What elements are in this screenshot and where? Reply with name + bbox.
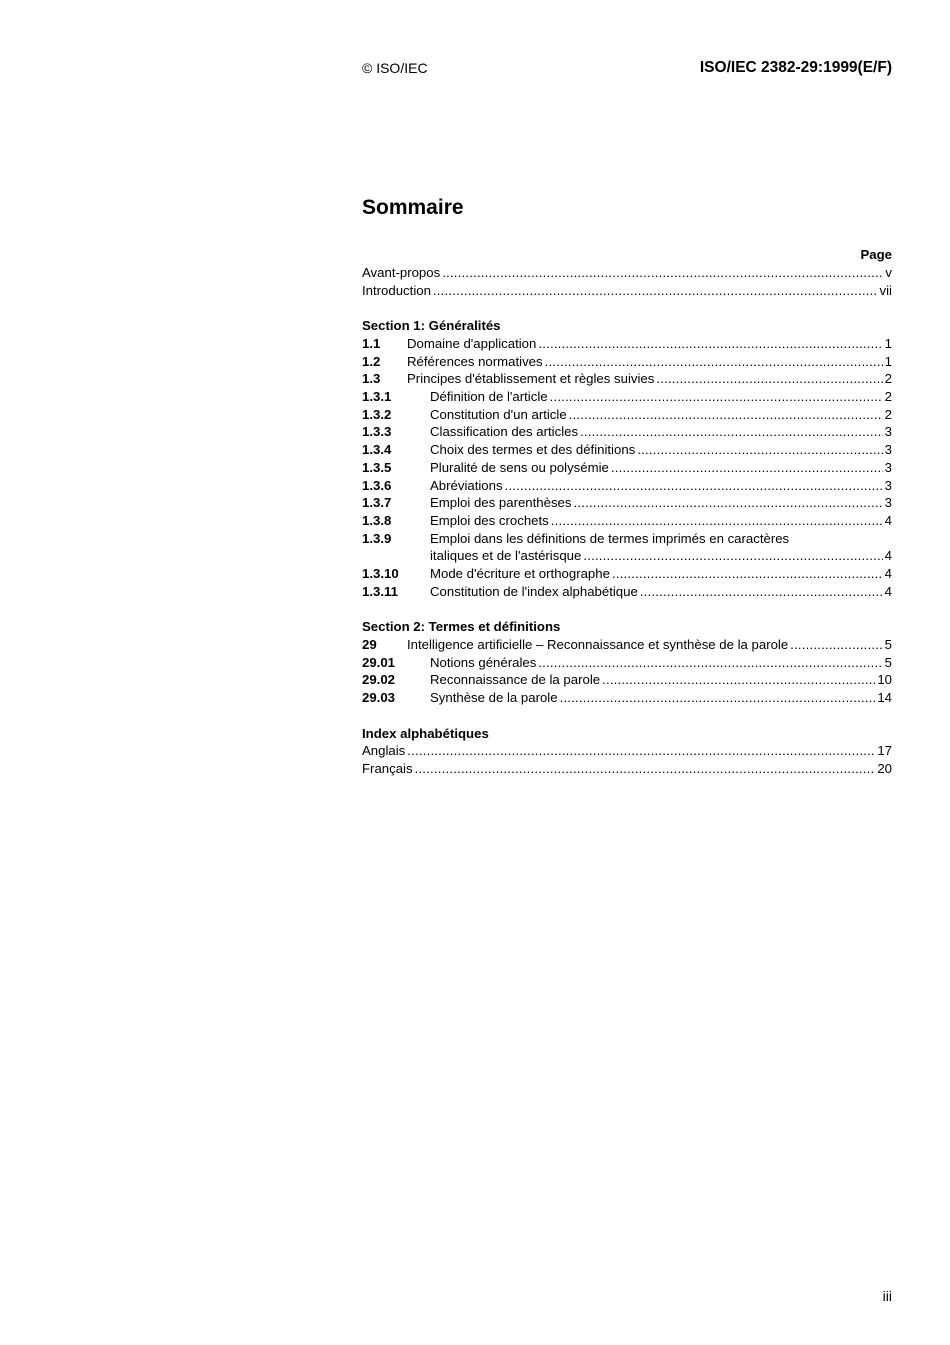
- toc-entry-1-3-7[interactable]: [362, 494, 892, 512]
- toc-entry-label: Constitution de l'index alphabétique: [430, 583, 638, 599]
- toc-entry-1-3-6[interactable]: [362, 477, 892, 495]
- dot-leader: [505, 477, 883, 495]
- toc-entry-label: Constitution d'un article: [430, 406, 567, 422]
- toc-entry-number: 1.2: [362, 353, 381, 369]
- toc-entry-1-3-8[interactable]: [362, 512, 892, 530]
- toc-entry-label: Emploi des crochets: [430, 512, 549, 528]
- toc-entry-label: Pluralité de sens ou polysémie: [430, 459, 609, 475]
- toc-entry-1-3-4[interactable]: [362, 441, 892, 459]
- toc-entry-page: 4: [884, 565, 892, 581]
- toc-entry-1-3-10[interactable]: [362, 565, 892, 583]
- page-number: iii: [882, 1288, 892, 1304]
- toc-entry-number: 1.3.4: [362, 442, 392, 458]
- toc-entry-label: Emploi des parenthèses: [430, 495, 572, 511]
- toc-entry-1-2[interactable]: [362, 353, 892, 371]
- toc-entry-29[interactable]: [362, 636, 892, 654]
- toc-entry-1-3-9[interactable]: [362, 530, 892, 548]
- toc-entry-label: Anglais: [362, 743, 406, 759]
- toc-entry-number: 1.3.3: [362, 424, 392, 440]
- toc-entry-number: 1.3.1: [362, 389, 392, 405]
- toc-entry-label: Références normatives: [407, 353, 543, 369]
- header-standard-number: ISO/IEC 2382-29:1999(E/F): [699, 59, 892, 76]
- toc-entry-number: 29.02: [362, 672, 396, 688]
- dot-leader: [560, 689, 876, 707]
- toc-entry-page: 2: [884, 406, 892, 422]
- dot-leader: [538, 335, 882, 353]
- toc-entry-francais[interactable]: [362, 760, 892, 778]
- dot-leader: [656, 370, 882, 388]
- dot-leader: [415, 760, 876, 778]
- toc-entry-number: 29.01: [362, 654, 396, 670]
- dot-leader: [551, 512, 883, 530]
- toc-entry-page: 5: [884, 637, 892, 653]
- section-2-heading: Section 2: Termes et définitions: [362, 619, 561, 635]
- toc-entry-label: Choix des termes et des définitions: [430, 442, 636, 458]
- index-heading: Index alphabétiques: [362, 725, 489, 741]
- toc-entry-label: Abréviations: [430, 477, 503, 493]
- toc-entry-page: 3: [884, 442, 892, 458]
- dot-leader: [573, 494, 882, 512]
- toc-entry-number: 1.3.5: [362, 459, 392, 475]
- toc-entry-1-3[interactable]: [362, 370, 892, 388]
- toc-entry-label: Mode d'écriture et orthographe: [430, 565, 610, 581]
- toc-entry-1-3-5[interactable]: [362, 459, 892, 477]
- toc-entry-page: 4: [884, 548, 892, 564]
- toc-entry-introduction[interactable]: [362, 282, 892, 300]
- dot-leader: [602, 671, 875, 689]
- toc-entry-label: Emploi dans les définitions de termes imprimés en caractères: [430, 530, 790, 546]
- toc-entry-number: 1.1: [362, 336, 381, 352]
- toc-entry-number: 1.3: [362, 371, 381, 387]
- toc-entry-anglais[interactable]: [362, 743, 892, 761]
- toc-entry-number: 29.03: [362, 690, 396, 706]
- toc-entry-page: 2: [884, 371, 892, 387]
- dot-leader: [433, 282, 878, 300]
- toc-entry-page: 14: [877, 690, 892, 706]
- toc-entry-label: Synthèse de la parole: [430, 690, 558, 706]
- dot-leader: [637, 441, 882, 459]
- dot-leader: [580, 423, 883, 441]
- toc-entry-29-02[interactable]: [362, 671, 892, 689]
- toc-entry-page: 1: [884, 336, 892, 352]
- toc-entry-number: 1.3.2: [362, 406, 392, 422]
- toc-entry-1-3-9-continuation[interactable]: [362, 547, 892, 565]
- toc-entry-label: Reconnaissance de la parole: [430, 672, 601, 688]
- dot-leader: [538, 654, 882, 672]
- toc-entry-number: 1.3.8: [362, 512, 392, 528]
- dot-leader: [611, 459, 883, 477]
- dot-leader: [550, 388, 883, 406]
- toc-entry-1-3-2[interactable]: [362, 406, 892, 424]
- toc-entry-label: Introduction: [362, 282, 431, 298]
- toc-entry-number: 1.3.7: [362, 495, 392, 511]
- toc-entry-label: Avant-propos: [362, 264, 441, 280]
- dot-leader: [612, 565, 883, 583]
- toc-entry-label: Classification des articles: [430, 424, 579, 440]
- toc-entry-label: Principes d'établissement et règles suivies: [407, 371, 655, 387]
- toc-entry-29-03[interactable]: [362, 689, 892, 707]
- section-1-heading: Section 1: Généralités: [362, 318, 501, 334]
- dot-leader: [545, 353, 883, 371]
- toc-entry-number: 1.3.11: [362, 583, 398, 599]
- toc-entry-number: 29: [362, 637, 377, 653]
- table-of-contents: [362, 246, 892, 778]
- toc-entry-label: Définition de l'article: [430, 389, 548, 405]
- toc-entry-number: 1.3.10: [362, 565, 399, 581]
- toc-entry-page: 20: [877, 761, 892, 777]
- toc-entry-1-1[interactable]: [362, 335, 892, 353]
- toc-entry-page: 4: [884, 583, 892, 599]
- toc-entry-1-3-1[interactable]: [362, 388, 892, 406]
- toc-entry-label: Français: [362, 761, 413, 777]
- page-title: Sommaire: [362, 196, 464, 219]
- toc-entry-page: 3: [884, 495, 892, 511]
- toc-entry-page: 3: [884, 477, 892, 493]
- toc-entry-label: Notions générales: [430, 654, 537, 670]
- toc-entry-avant-propos[interactable]: [362, 264, 892, 282]
- toc-entry-1-3-11[interactable]: [362, 583, 892, 601]
- toc-entry-page: 4: [884, 512, 892, 528]
- toc-entry-29-01[interactable]: [362, 654, 892, 672]
- dot-leader: [569, 406, 883, 424]
- toc-entry-page: v: [885, 264, 892, 280]
- toc-entry-label: Domaine d'application: [407, 336, 537, 352]
- toc-entry-page: 2: [884, 389, 892, 405]
- dot-leader: [583, 547, 882, 565]
- dot-leader: [407, 742, 875, 760]
- toc-entry-label: Intelligence artificielle – Reconnaissance et synthèse de la parole: [407, 637, 789, 653]
- toc-entry-page: 1: [884, 353, 892, 369]
- dot-leader: [442, 264, 883, 282]
- toc-entry-page: 3: [884, 459, 892, 475]
- toc-entry-page: 10: [877, 672, 892, 688]
- toc-entry-page: 17: [877, 743, 892, 759]
- toc-entry-1-3-3[interactable]: [362, 424, 892, 442]
- dot-leader: [790, 636, 882, 654]
- dot-leader: [640, 583, 883, 601]
- header-copyright: © ISO/IEC: [362, 60, 428, 76]
- toc-entry-page: 3: [884, 424, 892, 440]
- toc-entry-label-continuation: italiques et de l'astérisque: [430, 548, 582, 564]
- toc-entry-number: 1.3.6: [362, 477, 392, 493]
- toc-entry-page: vii: [879, 282, 892, 298]
- toc-entry-page: 5: [884, 654, 892, 670]
- page-column-heading: Page: [860, 247, 892, 262]
- toc-entry-number: 1.3.9: [362, 530, 392, 546]
